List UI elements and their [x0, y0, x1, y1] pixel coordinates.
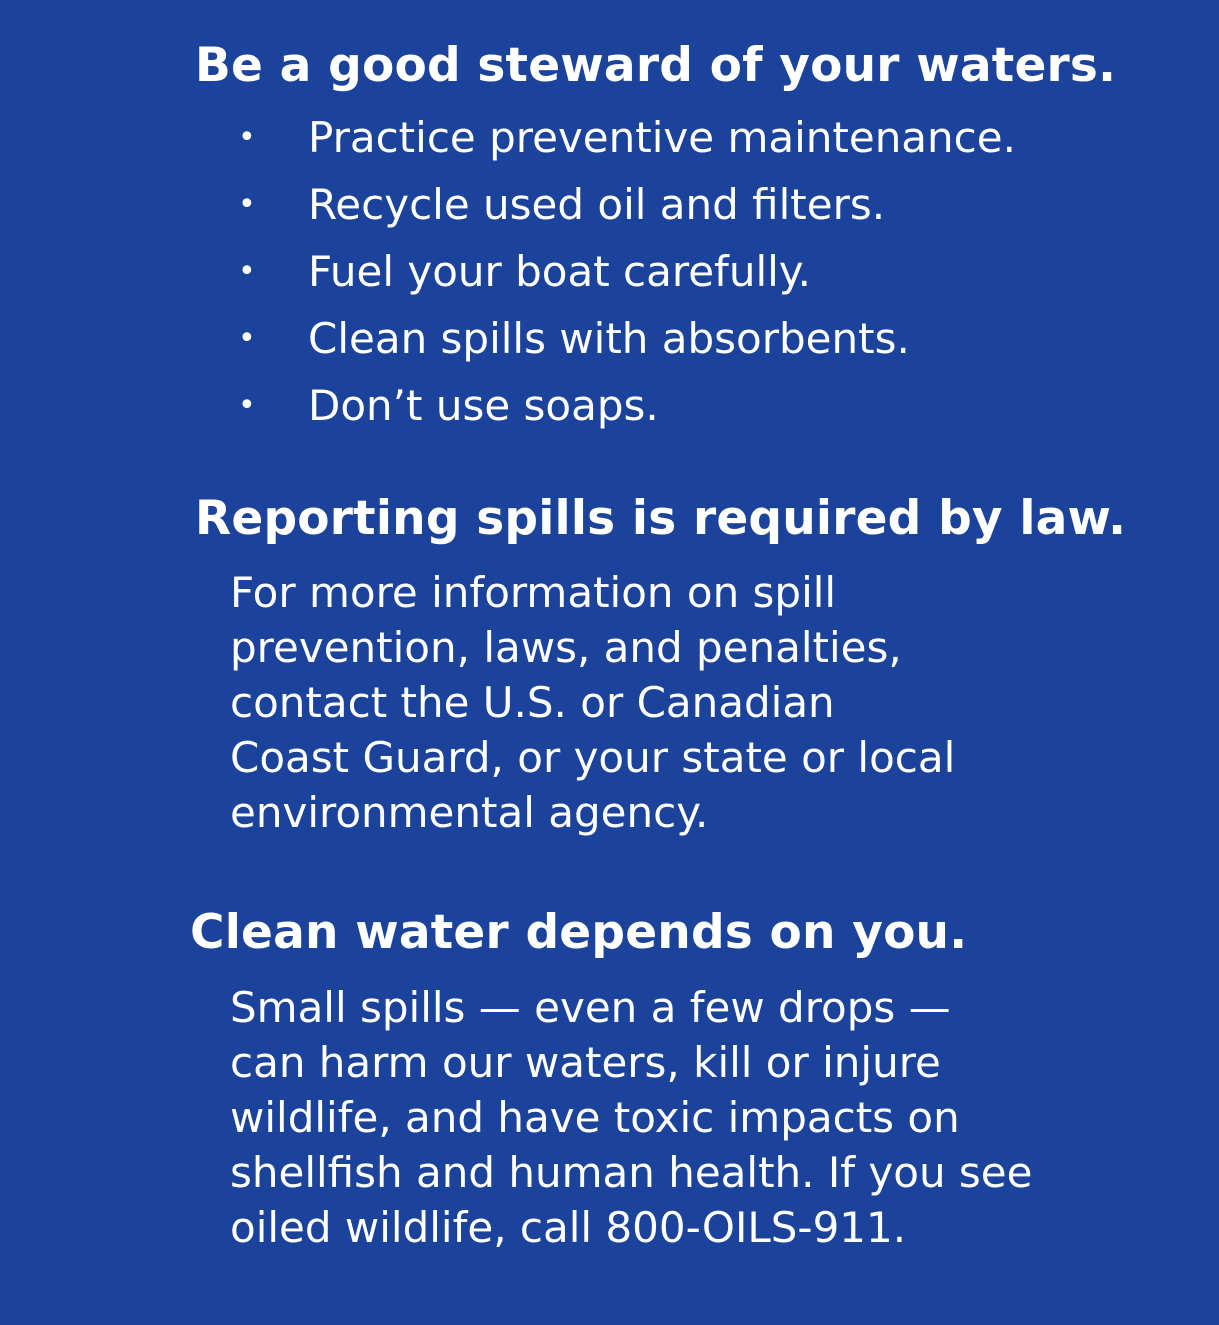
- paragraph-line: For more information on spill: [230, 568, 837, 617]
- section-heading-steward: Be a good steward of your waters.: [195, 38, 1117, 93]
- bullet-icon: •: [238, 254, 256, 289]
- list-item-text: Recycle used oil and filters.: [308, 180, 886, 229]
- bullet-icon: •: [238, 187, 256, 222]
- section-heading-clean-water: Clean water depends on you.: [190, 905, 968, 960]
- list-item-text: Clean spills with absorbents.: [308, 314, 910, 363]
- bullet-icon: •: [238, 388, 256, 423]
- bullet-icon: •: [238, 321, 256, 356]
- bullet-icon: •: [238, 120, 256, 155]
- section-heading-reporting: Reporting spills is required by law.: [195, 491, 1127, 546]
- clean-water-paragraph: [230, 980, 1032, 1255]
- list-item-text: Practice preventive maintenance.: [308, 113, 1016, 162]
- list-item-text: Don’t use soaps.: [308, 381, 659, 430]
- paragraph-line: contact the U.S. or Canadian: [230, 678, 835, 727]
- paragraph-line: environmental agency.: [230, 788, 709, 837]
- paragraph-line: Coast Guard, or your state or local: [230, 733, 956, 782]
- paragraph-line: oiled wildlife, call 800-OILS-911.: [230, 1203, 907, 1252]
- reporting-paragraph: [230, 565, 955, 840]
- list-item-text: Fuel your boat carefully.: [308, 247, 812, 296]
- paragraph-line: wildlife, and have toxic impacts on: [230, 1093, 960, 1142]
- paragraph-line: prevention, laws, and penalties,: [230, 623, 902, 672]
- paragraph-line: shellfish and human health. If you see: [230, 1148, 1033, 1197]
- paragraph-line: Small spills — even a few drops —: [230, 983, 951, 1032]
- paragraph-line: can harm our waters, kill or injure: [230, 1038, 941, 1087]
